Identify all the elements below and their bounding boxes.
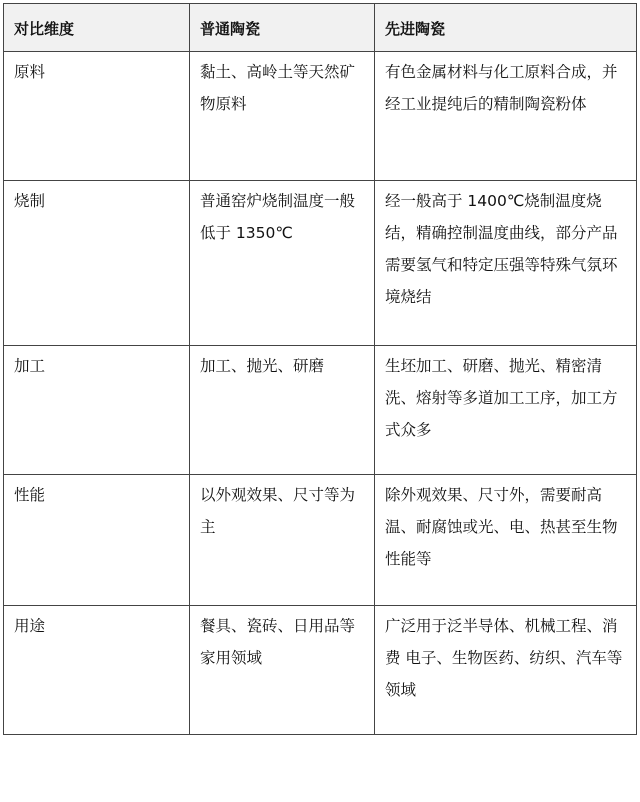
header-ordinary-ceramics: 普通陶瓷	[190, 4, 375, 52]
table-row	[4, 52, 637, 181]
table-row	[4, 475, 637, 606]
advanced-ceramics-cell: 有色金属材料与化工原料合成，并经工业提纯后的精制陶瓷粉体	[375, 52, 637, 181]
table-row	[4, 606, 637, 735]
ordinary-ceramics-cell: 以外观效果、尺寸等为主	[190, 475, 375, 606]
advanced-ceramics-cell: 除外观效果、尺寸外，需要耐高温、耐腐蚀或光、电、热甚至生物性能等	[375, 475, 637, 606]
row-dimension-cell: 用途	[4, 606, 190, 735]
ordinary-ceramics-cell: 黏土、高岭土等天然矿物原料	[190, 52, 375, 181]
table-row	[4, 346, 637, 475]
ordinary-ceramics-cell: 加工、抛光、研磨	[190, 346, 375, 475]
row-dimension-cell: 性能	[4, 475, 190, 606]
table-header-row	[4, 4, 637, 52]
row-dimension-cell: 加工	[4, 346, 190, 475]
advanced-ceramics-cell: 生坯加工、研磨、抛光、精密清洗、熔射等多道加工工序，加工方式众多	[375, 346, 637, 475]
table-row	[4, 181, 637, 346]
row-dimension-cell: 烧制	[4, 181, 190, 346]
ordinary-ceramics-cell: 普通窑炉烧制温度一般低于 1350℃	[190, 181, 375, 346]
ordinary-ceramics-cell: 餐具、瓷砖、日用品等家用领域	[190, 606, 375, 735]
header-advanced-ceramics: 先进陶瓷	[375, 4, 637, 52]
header-dimension: 对比维度	[4, 4, 190, 52]
advanced-ceramics-cell: 广泛用于泛半导体、机械工程、消费 电子、生物医药、纺织、汽车等领域	[375, 606, 637, 735]
advanced-ceramics-cell: 经一般高于 1400℃烧制温度烧结，精确控制温度曲线，部分产品需要氢气和特定压强等特殊气氛环境烧结	[375, 181, 637, 346]
comparison-table	[3, 3, 637, 735]
row-dimension-cell: 原料	[4, 52, 190, 181]
